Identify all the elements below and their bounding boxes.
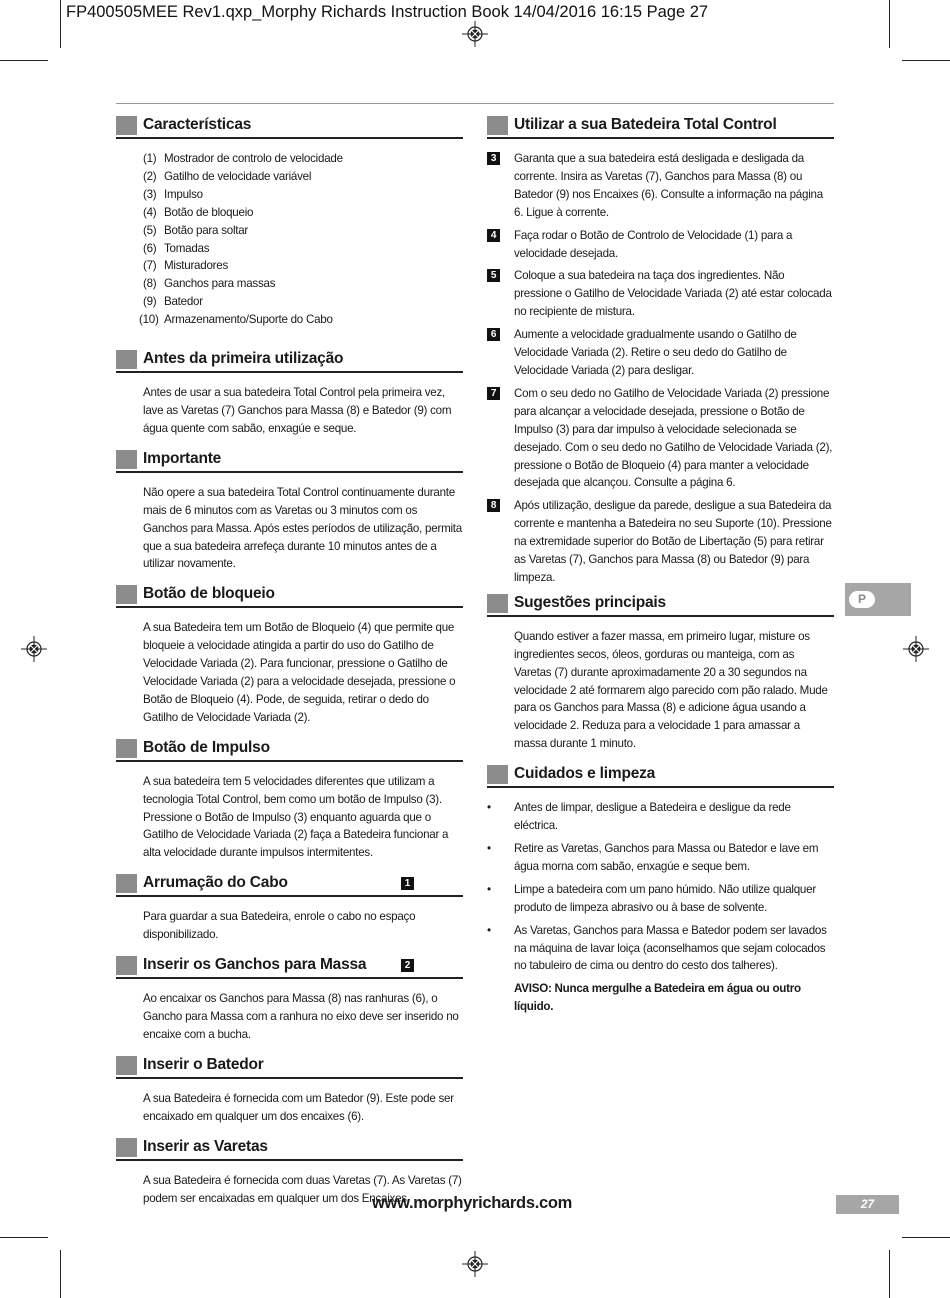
list-item bbox=[143, 150, 463, 168]
bullet-icon: • bbox=[487, 842, 491, 855]
section-heading bbox=[487, 764, 834, 788]
step-number-badge: 6 bbox=[487, 328, 500, 341]
heading-bar bbox=[116, 1056, 137, 1075]
section-first-use bbox=[116, 349, 463, 438]
item-text: Armazenamento/Suporte do Cabo bbox=[164, 313, 333, 327]
language-tab bbox=[845, 583, 911, 616]
item-text: Antes de limpar, desligue a Batedeira e desligue da rede eléctrica. bbox=[514, 801, 791, 833]
section-text: A sua batedeira tem 5 velocidades diferentes que utilizam a tecnologia Total Control, bem como um botão de Impulso (3). Pressione o Botão de Impulso (3) enquanto aguarda que o Gatilho de Velocidade Variada (2) faça a Batedeira funcionar a alta velocidade durante impulsos intermitentes. bbox=[143, 774, 449, 860]
section-lock-button bbox=[116, 584, 463, 726]
section-title: Inserir o Batedor bbox=[143, 1055, 264, 1073]
step-number-badge: 8 bbox=[487, 499, 500, 512]
item-text: Misturadores bbox=[164, 259, 229, 273]
list-item bbox=[487, 799, 834, 835]
section-text: Para guardar a sua Batedeira, enrole o cabo no espaço disponibilizado. bbox=[143, 910, 416, 942]
section-title: Sugestões principais bbox=[514, 593, 666, 611]
section-heading bbox=[116, 115, 463, 139]
list-item bbox=[143, 275, 463, 293]
item-text: Batedor bbox=[164, 295, 203, 309]
crop-mark bbox=[902, 60, 950, 61]
step-item bbox=[487, 267, 834, 321]
step-text: Com o seu dedo no Gatilho de Velocidade Variada (2) pressione para alcançar a velocidade desejada, pressione o Botão de Impulso (3) para dar impulso à velocidade selecionada se desejado. Com o seu dedo no Gatilho de Velocidade Variada (2), pressione o Botão de Bloqueio (4) para manter a velocidade desejada que alcançou. Consulte a página 6. bbox=[514, 386, 833, 490]
print-slug: FP400505MEE Rev1.qxp_Morphy Richards Instruction Book 14/04/2016 16:15 Page 27 bbox=[66, 3, 709, 21]
figure-number-badge: 2 bbox=[401, 959, 414, 972]
section-text: Antes de usar a sua batedeira Total Control pela primeira vez, lave as Varetas (7) Ganchos para Massa (8) e Batedor (9) com água quente com sabão, enxagúe e seque. bbox=[143, 386, 452, 435]
heading-bar bbox=[116, 739, 137, 758]
list-item bbox=[143, 240, 463, 258]
section-tips bbox=[487, 593, 834, 753]
item-text: Botão de bloqueio bbox=[164, 205, 254, 219]
step-number-badge: 7 bbox=[487, 387, 500, 400]
section-title: Utilizar a sua Batedeira Total Control bbox=[514, 116, 777, 133]
crop-mark bbox=[0, 1237, 48, 1238]
heading-bar bbox=[116, 585, 137, 604]
care-list bbox=[487, 799, 834, 975]
crop-mark bbox=[60, 0, 61, 48]
step-number-badge: 5 bbox=[487, 269, 500, 282]
section-title: Importante bbox=[143, 449, 222, 467]
bullet-icon: • bbox=[487, 801, 491, 815]
section-care bbox=[487, 764, 834, 1016]
section-pulse-button bbox=[116, 738, 463, 863]
section-features bbox=[116, 115, 463, 329]
step-text: Após utilização, desligue da parede, desligue a sua Batedeira da corrente e mantenha a Batedeira no seu Suporte (10). Pressione na extremidade superior do Botão de Libertação (5) para retirar as Varetas (7), Ganchos para Massa (8) ou Batedor (9) para limpeza. bbox=[514, 499, 832, 584]
heading-bar bbox=[487, 594, 508, 613]
section-heading bbox=[116, 955, 463, 979]
heading-bar bbox=[487, 116, 508, 135]
section-title: Botão de bloqueio bbox=[143, 585, 275, 603]
step-number-badge: 4 bbox=[487, 229, 500, 242]
right-column bbox=[487, 115, 834, 1016]
section-whisk bbox=[116, 1055, 463, 1126]
step-number-badge: 3 bbox=[487, 152, 500, 165]
list-item bbox=[487, 922, 834, 976]
registration-mark-icon bbox=[462, 21, 488, 47]
item-text: Limpe a batedeira com um pano húmido. Não utilize qualquer produto de limpeza abrasivo ou à base de solvente. bbox=[514, 882, 816, 914]
list-item bbox=[143, 257, 463, 275]
section-title: Características bbox=[143, 116, 252, 133]
heading-bar bbox=[116, 956, 137, 975]
heading-bar bbox=[116, 1138, 137, 1157]
heading-bar bbox=[116, 874, 137, 893]
section-heading bbox=[116, 584, 463, 608]
step-item bbox=[487, 385, 834, 492]
item-number: (6) bbox=[143, 241, 157, 255]
item-number: (7) bbox=[143, 259, 157, 273]
heading-bar bbox=[116, 450, 137, 469]
item-text: Retire as Varetas, Ganchos para Massa ou Batedor e lave em água morna com sabão, enxagúe e seque bem. bbox=[514, 842, 819, 873]
crop-mark bbox=[889, 0, 890, 48]
item-text: Gatilho de velocidade variável bbox=[164, 169, 312, 183]
item-text: As Varetas, Ganchos para Massa e Batedor podem ser lavados na máquina de lavar loiça (aconselhamos que sejam colocados no tabuleiro de cima ou dentro do cesto dos talheres). bbox=[514, 923, 827, 973]
section-text: A sua Batedeira é fornecida com um Batedor (9). Este pode ser encaixado em qualquer um dos encaixes (6). bbox=[143, 1091, 454, 1123]
section-heading bbox=[487, 593, 834, 617]
step-text: Faça rodar o Botão de Controlo de Velocidade (1) para a velocidade desejada. bbox=[514, 228, 793, 260]
heading-bar bbox=[116, 116, 137, 135]
section-text: Não opere a sua batedeira Total Control continuamente durante mais de 6 minutos com as Varetas ou 3 minutos com os Ganchos para Massa. Após estes períodos de utilização, permita que a sua batedeira arrefeça durante 10 minutos antes de a utilizar novamente. bbox=[143, 485, 462, 571]
item-number: (2) bbox=[143, 169, 157, 183]
registration-mark-icon bbox=[462, 1251, 488, 1277]
item-number: (8) bbox=[143, 277, 157, 291]
section-heading bbox=[116, 1055, 463, 1079]
section-title: Antes da primeira utilização bbox=[143, 350, 344, 368]
section-title: Inserir os Ganchos para Massa bbox=[143, 956, 367, 974]
section-using bbox=[487, 115, 834, 587]
step-text: Garanta que a sua batedeira está desligada e desligada da corrente. Insira as Varetas (7), Ganchos para Massa (8) ou Batedor (9) nos Encaixes (6). Consulte a informação na página 6. Ligue à corrente. bbox=[514, 152, 823, 219]
language-label: P bbox=[849, 591, 875, 608]
section-cord-storage bbox=[116, 873, 463, 944]
warning-text: AVISO: Nunca mergulhe a Batedeira em água ou outro líquido. bbox=[514, 982, 801, 1014]
item-number: (1) bbox=[143, 152, 157, 165]
registration-mark-icon bbox=[903, 636, 929, 662]
steps-list bbox=[487, 150, 834, 587]
crop-mark bbox=[0, 60, 48, 61]
section-heading bbox=[116, 738, 463, 762]
item-number: (4) bbox=[143, 205, 157, 219]
page-number: 27 bbox=[836, 1195, 899, 1214]
list-item bbox=[143, 204, 463, 222]
item-number: (9) bbox=[143, 295, 157, 309]
section-title: Cuidados e limpeza bbox=[514, 765, 656, 783]
section-title: Botão de Impulso bbox=[143, 738, 270, 756]
section-heading bbox=[116, 873, 463, 897]
heading-bar bbox=[487, 765, 508, 784]
list-item bbox=[487, 840, 834, 876]
item-number: (3) bbox=[143, 187, 157, 201]
left-column bbox=[116, 115, 463, 1207]
crop-mark bbox=[889, 1250, 890, 1298]
section-text: A sua Batedeira tem um Botão de Bloqueio (4) que permite que bloqueie a velocidade atingida a partir do uso do Gatilho de Velocidade Variada (2). Para funcionar, pressione o Gatilho de Velocidade Variada (2) para a velocidade desejada, pressione o Botão de Bloqueio (4). Pode, de seguida, retirar o dedo do Gatilho de Velocidade Variada (2). bbox=[143, 621, 456, 724]
item-text: Ganchos para massas bbox=[164, 277, 276, 291]
item-number: (10) bbox=[139, 313, 159, 327]
list-item bbox=[487, 881, 834, 917]
section-heading bbox=[116, 449, 463, 473]
section-text: Quando estiver a fazer massa, em primeiro lugar, misture os ingredientes secos, óleos, gorduras ou manteiga, com as Varetas (7) durante aproximadamente 20 a 30 segundos na velocidade 2 até formarem algo parecido com pão ralado. Mude para os Ganchos para Massa (8) e adicione água usando a velocidade 2. Reduza para a velocidade 1 para amassar a massa durante 1 minuto. bbox=[514, 629, 828, 751]
step-item bbox=[487, 497, 834, 587]
features-list bbox=[139, 150, 463, 329]
list-item bbox=[143, 168, 463, 186]
figure-number-badge: 1 bbox=[401, 877, 414, 890]
item-text: Impulso bbox=[164, 187, 203, 201]
crop-mark bbox=[902, 1237, 950, 1238]
step-item bbox=[487, 326, 834, 380]
list-item bbox=[143, 293, 463, 311]
list-item bbox=[143, 186, 463, 204]
section-title: Inserir as Varetas bbox=[143, 1137, 268, 1155]
item-number: (5) bbox=[143, 223, 157, 237]
section-title: Arrumação do Cabo bbox=[143, 874, 288, 892]
item-text: Mostrador de controlo de velocidade bbox=[164, 152, 343, 165]
section-text: A sua Batedeira é fornecida com duas Varetas (7). As Varetas (7) podem ser encaixadas em qualquer um dos Encaixes. bbox=[143, 1173, 462, 1205]
heading-bar bbox=[116, 350, 137, 369]
footer-url: www.morphyrichards.com bbox=[372, 1194, 573, 1212]
item-text: Tomadas bbox=[164, 241, 210, 255]
bullet-icon: • bbox=[487, 923, 491, 937]
section-dough-hooks bbox=[116, 955, 463, 1044]
item-text: Botão para soltar bbox=[164, 223, 249, 237]
registration-mark-icon bbox=[21, 636, 47, 662]
section-important bbox=[116, 449, 463, 574]
section-heading bbox=[487, 115, 834, 139]
crop-mark bbox=[60, 1250, 61, 1298]
step-item bbox=[487, 227, 834, 263]
step-item bbox=[487, 150, 834, 222]
section-heading bbox=[116, 1137, 463, 1161]
section-heading bbox=[116, 349, 463, 373]
list-item bbox=[143, 222, 463, 240]
section-text: Ao encaixar os Ganchos para Massa (8) nas ranhuras (6), o Gancho para Massa com a ranhura no eixo deve ser inserido no encaixe com a bucha. bbox=[143, 992, 459, 1041]
step-text: Aumente a velocidade gradualmente usando o Gatilho de Velocidade Variada (2). Retire o seu dedo do Gatilho de Velocidade Variada (2) para desligar. bbox=[514, 328, 797, 377]
step-text: Coloque a sua batedeira na taça dos ingredientes. Não pressione o Gatilho de Velocidade Variada (2) até estar colocada no recipiente de mistura. bbox=[514, 269, 832, 319]
top-rule bbox=[116, 103, 834, 104]
bullet-icon: • bbox=[487, 882, 491, 896]
list-item bbox=[139, 311, 463, 329]
